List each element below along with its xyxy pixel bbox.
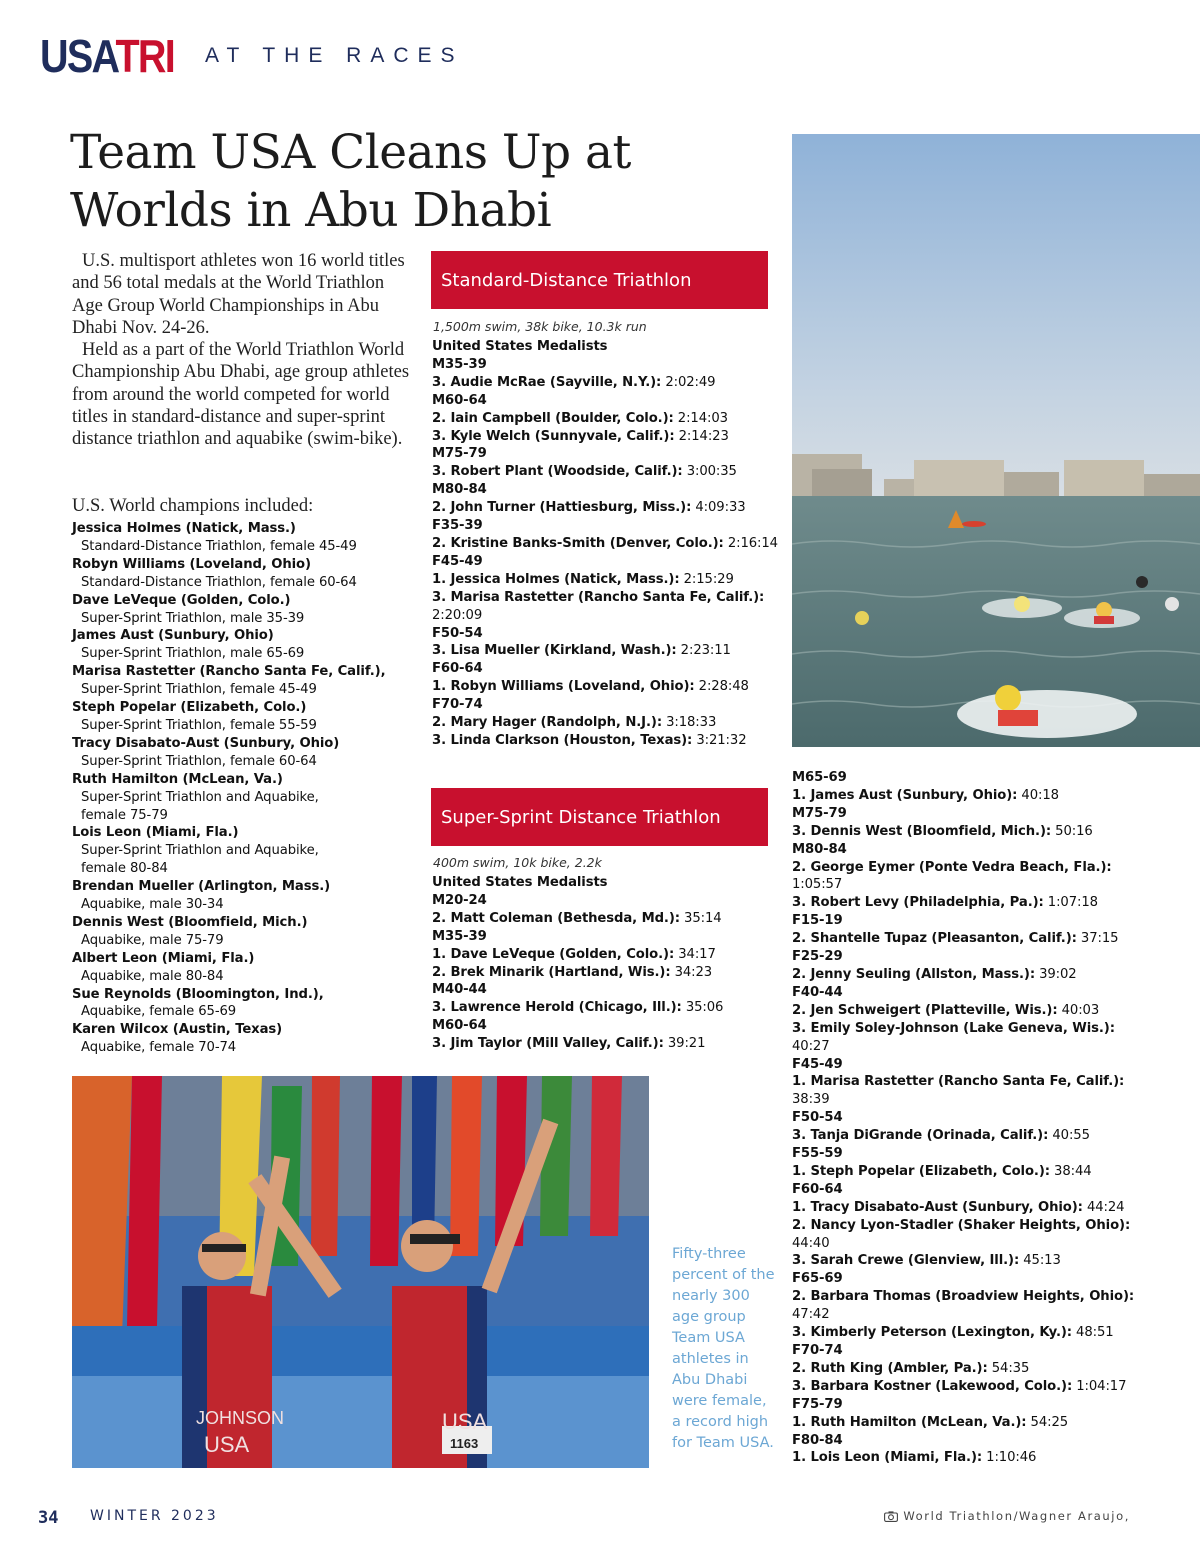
result-line [792, 1020, 1137, 1038]
result-label: F60-64 [432, 661, 483, 677]
result-time: 47:42 [792, 1307, 830, 1323]
result-time: 2:14:03 [673, 410, 728, 426]
result-line [792, 1342, 1137, 1360]
result-line [432, 1035, 777, 1053]
result-time: 48:51 [1071, 1325, 1114, 1341]
champion-name: Dave LeVeque (Golden, Colo.) [72, 592, 291, 608]
result-line [792, 966, 1137, 984]
result-line [792, 1288, 1137, 1306]
champion-event: Standard-Distance Triathlon, female 45-49 [81, 538, 357, 554]
result-line [432, 356, 777, 374]
result-time: 2:20:09 [432, 607, 483, 623]
result-line [432, 374, 777, 392]
result-time: 44:40 [792, 1235, 830, 1251]
champion-name: Steph Popelar (Elizabeth, Colo.) [72, 700, 307, 716]
result-label: 3. Barbara Kostner (Lakewood, Colo.): [792, 1378, 1073, 1394]
camera-icon [884, 1511, 898, 1522]
issue-label: WINTER 2023 [90, 1508, 219, 1524]
result-line [792, 894, 1137, 912]
photo-credit-text: World Triathlon/Wagner Araujo, [903, 1509, 1130, 1523]
result-line [432, 553, 777, 571]
champion-name: Jessica Holmes (Natick, Mass.) [72, 521, 296, 536]
result-line [792, 1109, 1137, 1127]
result-label: 3. Dennis West (Bloomfield, Mich.): [792, 823, 1052, 839]
result-line [792, 787, 1137, 805]
result-label: 1. Robyn Williams (Loveland, Ohio): [432, 679, 695, 695]
champion-name: Tracy Disabato-Aust (Sunbury, Ohio) [72, 735, 340, 751]
result-line [432, 946, 777, 964]
champion-name: Karen Wilcox (Austin, Texas) [72, 1022, 283, 1038]
champion-event: Super-Sprint Triathlon, male 65-69 [81, 646, 305, 662]
article-headline: Team USA Cleans Up at Worlds in Abu Dhabi [70, 125, 631, 238]
result-time: 40:27 [792, 1038, 830, 1054]
result-label: 2. Jen Schweigert (Platteville, Wis.): [792, 1002, 1058, 1018]
champion-event: Super-Sprint Triathlon, female 60-64 [81, 753, 317, 769]
result-time: 54:35 [987, 1360, 1030, 1376]
result-line [432, 625, 777, 643]
result-line [792, 876, 1137, 894]
result-line [792, 1235, 1137, 1253]
result-line [432, 535, 777, 553]
result-label: M75-79 [792, 805, 847, 821]
result-line [432, 964, 777, 982]
result-label: 1. Ruth Hamilton (McLean, Va.): [792, 1414, 1027, 1430]
champion-name: Albert Leon (Miami, Fla.) [72, 950, 255, 966]
result-time: 2:16:14 [723, 535, 778, 551]
result-line [792, 1270, 1137, 1288]
result-line [432, 589, 777, 607]
result-label: F45-49 [792, 1056, 843, 1072]
super-sprint-title: Super-Sprint Distance Triathlon [441, 807, 721, 828]
result-line [432, 445, 777, 463]
jersey-left-country: USA [204, 1432, 250, 1457]
champion-name: Sue Reynolds (Bloomington, Ind.), [72, 986, 324, 1002]
result-line [792, 1414, 1137, 1432]
photo-caption: Fifty-three percent of the nearly 300 age group Team USA athletes in Abu Dhabi were female, a record high for Team USA. [672, 1246, 775, 1451]
result-time: 40:03 [1057, 1002, 1100, 1018]
champions-list [72, 520, 412, 1057]
result-label: 2. Nancy Lyon-Stadler (Shaker Heights, Ohio): [792, 1217, 1131, 1233]
section-label: AT THE RACES [205, 44, 464, 67]
result-label: M40-44 [432, 982, 487, 998]
result-label: F80-84 [792, 1432, 843, 1448]
result-line [792, 1056, 1137, 1074]
jersey-left-name: JOHNSON [196, 1408, 285, 1428]
result-label: 1. Jessica Holmes (Natick, Mass.): [432, 571, 680, 587]
result-label: F60-64 [792, 1181, 843, 1197]
result-time: 2:14:23 [674, 428, 729, 444]
result-line [792, 841, 1137, 859]
result-time: 1:10:46 [982, 1450, 1037, 1466]
result-label: 3. Sarah Crewe (Glenview, Ill.): [792, 1253, 1020, 1269]
champion-name: Lois Leon (Miami, Fla.) [72, 825, 239, 841]
result-label: F35-39 [432, 518, 483, 534]
champion-event: female 80-84 [81, 861, 168, 877]
result-label: F50-54 [792, 1110, 843, 1126]
result-label: 3. Kimberly Peterson (Lexington, Ky.): [792, 1325, 1072, 1341]
result-time: 38:44 [1049, 1163, 1092, 1179]
result-label: M80-84 [792, 841, 847, 857]
result-line [432, 732, 777, 750]
intro-paragraph-1: U.S. multisport athletes won 16 world titles and 56 total medals at the World Triathlon Age Group World Championships in Abu Dhabi Nov. 24-26. [72, 251, 405, 338]
result-line [792, 769, 1137, 787]
result-label: 1. Marisa Rastetter (Rancho Santa Fe, Calif.): [792, 1074, 1125, 1090]
result-time: 2:28:48 [694, 679, 749, 695]
result-line [792, 1181, 1137, 1199]
result-line [792, 1199, 1137, 1217]
result-line [792, 1396, 1137, 1414]
result-time: 4:09:33 [691, 500, 746, 516]
champion-event: Aquabike, male 80-84 [81, 968, 224, 984]
champion-name: Dennis West (Bloomfield, Mich.) [72, 914, 308, 930]
result-line [792, 823, 1137, 841]
result-line [792, 1127, 1137, 1145]
result-time: 44:24 [1082, 1199, 1125, 1215]
result-line [432, 428, 777, 446]
result-time: 35:06 [681, 1000, 724, 1016]
article-intro [72, 250, 412, 451]
result-label: 2. Shantelle Tupaz (Pleasanton, Calif.): [792, 931, 1077, 947]
result-line [792, 930, 1137, 948]
result-line [792, 1378, 1137, 1396]
result-line [432, 338, 777, 356]
result-line [792, 1324, 1137, 1342]
finish-photo-illustration [72, 1076, 649, 1468]
result-label: F70-74 [792, 1343, 843, 1358]
result-label: 2. Matt Coleman (Bethesda, Md.): [432, 910, 680, 926]
result-line [792, 1091, 1137, 1109]
champion-name: James Aust (Sunbury, Ohio) [72, 628, 274, 644]
result-label: F50-54 [432, 625, 483, 641]
result-label: 1. Steph Popelar (Elizabeth, Colo.): [792, 1163, 1050, 1179]
result-label: 3. Audie McRae (Sayville, N.Y.): [432, 374, 662, 390]
super-sprint-subtitle: 400m swim, 10k bike, 2.2k [433, 855, 602, 870]
result-line [432, 481, 777, 499]
champion-event: Aquabike, male 30-34 [81, 897, 224, 913]
result-line [432, 463, 777, 481]
result-label: F65-69 [792, 1271, 843, 1287]
result-line [432, 714, 777, 732]
result-line [792, 1145, 1137, 1163]
result-label: 3. Jim Taylor (Mill Valley, Calif.): [432, 1036, 664, 1052]
result-time: 54:25 [1026, 1414, 1069, 1430]
result-line [792, 912, 1137, 930]
result-line [432, 571, 777, 589]
result-label: F15-19 [792, 913, 843, 929]
result-line [792, 1163, 1137, 1181]
result-time: 34:23 [670, 964, 713, 980]
result-line [792, 1432, 1137, 1450]
result-time: 45:13 [1019, 1253, 1061, 1269]
super-sprint-banner [431, 788, 768, 846]
result-time: 1:05:57 [792, 877, 843, 893]
result-time: 3:18:33 [662, 715, 717, 731]
finish-line-photo [72, 1076, 649, 1468]
result-line [432, 660, 777, 678]
result-time: 37:15 [1076, 931, 1119, 947]
champion-name: Marisa Rastetter (Rancho Santa Fe, Calif.), [72, 664, 386, 680]
usatri-logo: USATRI [40, 30, 175, 82]
result-time: 35:14 [679, 910, 722, 926]
result-label: F45-49 [432, 553, 483, 569]
result-label: 3. Linda Clarkson (Houston, Texas): [432, 732, 693, 748]
result-label: M75-79 [432, 446, 487, 462]
result-label: M35-39 [432, 928, 487, 944]
result-label: 1. Dave LeVeque (Golden, Colo.): [432, 946, 675, 962]
result-time: 1:04:17 [1072, 1378, 1127, 1394]
photo-credit [884, 1509, 1130, 1523]
result-label: M20-24 [432, 892, 487, 908]
result-label: 3. Robert Levy (Philadelphia, Pa.): [792, 895, 1044, 911]
result-label: 1. Lois Leon (Miami, Fla.): [792, 1450, 983, 1466]
result-line [432, 517, 777, 535]
result-line [792, 1306, 1137, 1324]
result-line [432, 910, 777, 928]
result-time: 40:55 [1048, 1128, 1090, 1144]
result-line [432, 392, 777, 410]
result-line [792, 1002, 1137, 1020]
result-label: 1. Tracy Disabato-Aust (Sunbury, Ohio): [792, 1199, 1083, 1215]
result-line [792, 948, 1137, 966]
champion-name: Ruth Hamilton (McLean, Va.) [72, 771, 283, 787]
champion-event: Aquabike, female 70-74 [81, 1040, 237, 1056]
super-sprint-results [432, 874, 777, 1053]
result-label: 1. James Aust (Sunbury, Ohio): [792, 787, 1018, 803]
champion-name: Robyn Williams (Loveland, Ohio) [72, 556, 311, 572]
result-label: 2. Brek Minarik (Hartland, Wis.): [432, 964, 671, 980]
result-label: 3. Kyle Welch (Sunnyvale, Calif.): [432, 428, 675, 444]
standard-distance-results [432, 338, 777, 750]
standard-distance-subtitle: 1,500m swim, 38k bike, 10.3k run [433, 319, 647, 334]
result-label: United States Medalists [432, 339, 608, 354]
champion-event: Super-Sprint Triathlon, male 35-39 [81, 610, 305, 626]
result-line [792, 1038, 1137, 1056]
jersey-right-country: USA [442, 1409, 488, 1434]
result-label: 2. Ruth King (Ambler, Pa.): [792, 1360, 988, 1376]
result-line [432, 696, 777, 714]
result-line [432, 1017, 777, 1035]
result-line [792, 805, 1137, 823]
result-line [792, 1217, 1137, 1235]
result-label: 2. Kristine Banks-Smith (Denver, Colo.): [432, 535, 724, 551]
result-label: United States Medalists [432, 875, 608, 890]
result-label: 3. Tanja DiGrande (Orinada, Calif.): [792, 1128, 1049, 1144]
result-time: 3:21:32 [692, 732, 747, 748]
result-label: M60-64 [432, 1018, 487, 1034]
result-line [792, 1360, 1137, 1378]
result-line [432, 678, 777, 696]
result-time: 40:18 [1017, 787, 1059, 803]
race-bib-number: 1163 [450, 1436, 479, 1451]
result-line [432, 499, 777, 517]
result-label: M35-39 [432, 356, 487, 372]
result-line [432, 642, 777, 660]
result-label: 2. George Eymer (Ponte Vedra Beach, Fla.): [792, 859, 1112, 875]
standard-distance-title: Standard-Distance Triathlon [441, 270, 692, 291]
result-line [432, 607, 777, 625]
standard-distance-banner [431, 251, 768, 309]
result-time: 50:16 [1051, 823, 1093, 839]
result-label: 2. Jenny Seuling (Allston, Mass.): [792, 966, 1035, 982]
result-label: 3. Emily Soley-Johnson (Lake Geneva, Wis.): [792, 1020, 1115, 1036]
champion-name: Brendan Mueller (Arlington, Mass.) [72, 879, 331, 895]
champion-event: Super-Sprint Triathlon and Aquabike, [81, 843, 319, 859]
result-time: 39:02 [1035, 966, 1077, 982]
champion-event: Aquabike, female 65-69 [81, 1004, 237, 1020]
result-line [792, 1449, 1137, 1467]
result-label: M60-64 [432, 392, 487, 408]
result-label: 2. Mary Hager (Randolph, N.J.): [432, 715, 662, 731]
result-label: M65-69 [792, 770, 847, 785]
result-line [792, 1252, 1137, 1270]
page-number: 34 [38, 1508, 59, 1528]
result-line [792, 859, 1137, 877]
champion-event: Super-Sprint Triathlon, female 55-59 [81, 717, 317, 733]
result-label: 3. Marisa Rastetter (Rancho Santa Fe, Calif.): [432, 589, 765, 605]
swim-photo [792, 134, 1200, 747]
result-time: 2:15:29 [679, 571, 734, 587]
result-line [432, 874, 777, 892]
champion-event: Super-Sprint Triathlon, female 45-49 [81, 682, 317, 698]
result-label: 3. Lawrence Herold (Chicago, Ill.): [432, 1000, 682, 1016]
intro-paragraph-2: Held as a part of the World Triathlon World Championship Abu Dhabi, age group athletes from around the world competed for world titles in standard-distance and super-sprint distance triathlon and aquabike (swim-bike). [72, 340, 410, 450]
champion-event: Aquabike, male 75-79 [81, 932, 224, 948]
result-line [432, 892, 777, 910]
result-time: 2:23:11 [676, 643, 731, 659]
result-label: F25-29 [792, 949, 843, 965]
result-line [432, 981, 777, 999]
result-time: 1:07:18 [1043, 895, 1098, 911]
swim-photo-illustration [792, 134, 1200, 747]
result-label: 3. Lisa Mueller (Kirkland, Wash.): [432, 643, 677, 659]
champion-event: Super-Sprint Triathlon and Aquabike, [81, 789, 319, 805]
result-line [792, 1073, 1137, 1091]
result-time: 34:17 [674, 946, 716, 962]
result-label: 2. John Turner (Hattiesburg, Miss.): [432, 500, 692, 516]
result-label: 2. Barbara Thomas (Broadview Heights, Ohio): [792, 1289, 1135, 1305]
result-label: F70-74 [432, 697, 483, 713]
champion-event: Standard-Distance Triathlon, female 60-64 [81, 574, 357, 590]
result-label: F75-79 [792, 1396, 843, 1412]
result-time: 39:21 [663, 1036, 706, 1052]
result-label: 3. Robert Plant (Woodside, Calif.): [432, 464, 683, 480]
result-line [432, 410, 777, 428]
result-time: 3:00:35 [682, 464, 737, 480]
result-line [432, 999, 777, 1017]
result-label: M80-84 [432, 482, 487, 498]
result-line [432, 928, 777, 946]
result-label: F55-59 [792, 1146, 843, 1162]
champions-heading: U.S. World champions included: [72, 496, 314, 516]
super-sprint-results-continued [792, 769, 1137, 1467]
result-time: 38:39 [792, 1092, 830, 1108]
result-label: 2. Iain Campbell (Boulder, Colo.): [432, 410, 674, 426]
result-line [792, 984, 1137, 1002]
result-time: 2:02:49 [661, 374, 716, 390]
result-label: F40-44 [792, 984, 843, 1000]
champion-event: female 75-79 [81, 807, 168, 823]
